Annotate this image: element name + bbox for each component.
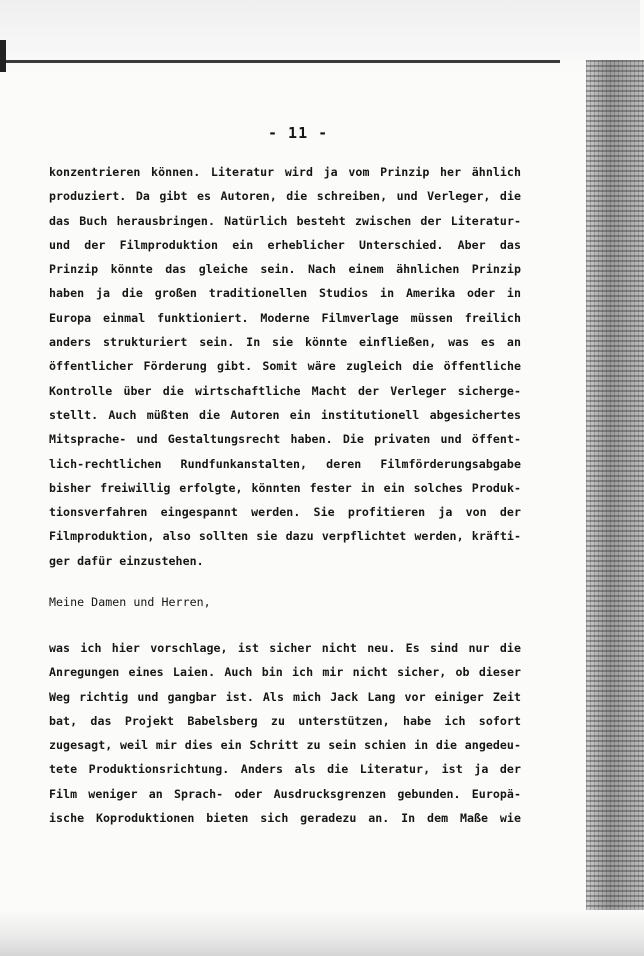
text-line: ger dafür einzustehen. — [49, 553, 204, 568]
salutation-text: Meine Damen und Herren, — [49, 595, 211, 609]
text-line: stellt. Auch müßten die Autoren ein institutionell abgesichertes — [49, 407, 521, 422]
text-line: bat, das Projekt Babelsberg zu unterstützen, habe ich sofort — [49, 713, 521, 728]
salutation — [49, 590, 521, 614]
text-line: Prinzip könnte das gleiche sein. Nach einem ähnlichen Prinzip — [49, 262, 521, 277]
page-number: - 11 - — [268, 124, 329, 142]
scan-bottom-edge — [0, 910, 644, 956]
text-line: Anregungen eines Laien. Auch bin ich mir nicht sicher, ob dieser — [49, 665, 521, 680]
text-line: ische Koproduktionen bieten sich geradezu an. In dem Maße wie — [49, 811, 521, 826]
scan-left-mark — [0, 40, 6, 72]
scan-right-edge — [586, 60, 644, 956]
text-line: öffentlicher Förderung gibt. Somit wäre zugleich die öffentliche — [49, 359, 521, 374]
text-line: anders strukturiert sein. In sie könnte einfließen, was es an — [49, 335, 521, 350]
paragraph-2 — [49, 636, 521, 830]
text-line: Europa einmal funktioniert. Moderne Filmverlage müssen freilich — [49, 310, 521, 325]
text-line: tete Produktionsrichtung. Anders als die Literatur, ist ja der — [49, 762, 521, 777]
text-line: und der Filmproduktion ein erheblicher Unterschied. Aber das — [49, 237, 521, 252]
paragraph-1 — [49, 160, 521, 573]
text-line: Weg richtig und gangbar ist. Als mich Jack Lang vor einiger Zeit — [49, 689, 521, 704]
text-line: produziert. Da gibt es Autoren, die schreiben, und Verleger, die — [49, 189, 521, 204]
text-line: lich-rechtlichen Rundfunkanstalten, deren Filmförderungsabgabe — [49, 456, 521, 471]
text-line: bisher freiwillig erfolgte, könnten fester in ein solches Produk- — [49, 480, 521, 495]
text-line: tionsverfahren eingespannt werden. Sie profitieren ja von der — [49, 505, 521, 520]
text-line: haben ja die großen traditionellen Studios in Amerika oder in — [49, 286, 521, 301]
text-line: konzentrieren können. Literatur wird ja vom Prinzip her ähnlich — [49, 165, 521, 179]
text-line: Kontrolle über die wirtschaftliche Macht der Verleger sicherge- — [49, 383, 521, 398]
text-line: zugesagt, weil mir dies ein Schritt zu sein schien in die angedeu- — [49, 738, 521, 753]
scan-top-rule — [0, 60, 560, 63]
text-line: was ich hier vorschlage, ist sicher nicht neu. Es sind nur die — [49, 641, 521, 655]
text-line: Film weniger an Sprach- oder Ausdrucksgrenzen gebunden. Europä- — [49, 786, 521, 801]
text-line: das Buch herausbringen. Natürlich besteht zwischen der Literatur- — [49, 213, 521, 228]
text-line: Mitsprache- und Gestaltungsrecht haben. Die privaten und öffent- — [49, 432, 521, 447]
text-line: Filmproduktion, also sollten sie dazu verpflichtet werden, kräfti- — [49, 529, 521, 544]
